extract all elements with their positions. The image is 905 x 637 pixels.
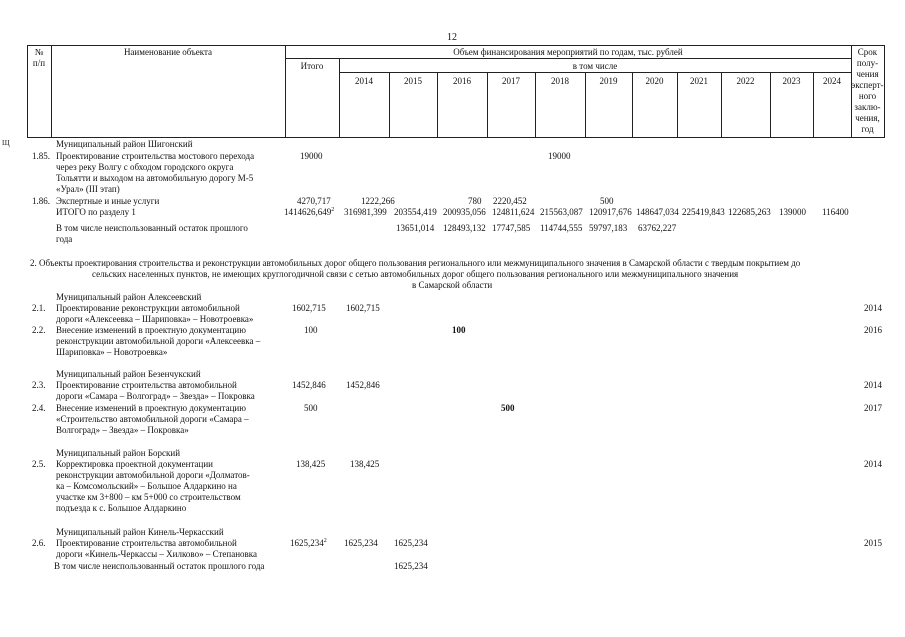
table-cell-text: 2015 [864,538,882,548]
table-cell-text: 500 [600,196,614,206]
table-cell-text: 780 [468,196,482,206]
table-cell-text: 1452,846 [346,380,380,390]
table-cell-text: Шариповка» – Новотроевка» [56,347,168,357]
table-cell-text: сельских населенных пунктов, не имеющих круглогодичной связи с сетью автомобильных дорог общего пользования регионального или межмуниципального значения [92,269,739,279]
table-cell-text: реконструкции автомобильной дороги «Долматов- [56,470,250,480]
table-cell-text: 138,425 [350,459,380,469]
header-term: полу- [856,58,879,68]
header-funding: Объем финансирования мероприятий по годам, тыс. рублей [453,47,683,57]
table-cell-text: Внесение изменений в проектную документацию [56,325,246,335]
table-cell-text: 2014 [864,459,882,469]
table-cell-text: 122685,263 [728,207,771,217]
header-term: ного [858,91,877,101]
table-cell-text: 114744,555 [540,223,583,233]
table-cell-text: 1625,234 [394,538,428,548]
table-cell-text: 2.5. [32,459,46,469]
table-cell-text: реконструкции автомобильной дороги «Алексеевка – [56,336,261,346]
table-cell-text: 1602,715 [292,303,326,313]
header-year: 2019 [599,76,618,86]
table-cell-text: дороги «Алексеевка – Шариповка» – Новотроевка» [56,314,254,324]
table-cell-text: Муниципальный район Борский [56,448,181,458]
table-cell-text: в Самарской области [412,280,493,290]
header-year: 2024 [823,76,841,86]
margin-mark: щ [2,137,10,148]
table-cell-text: 2016 [864,325,882,335]
table-cell-text: «Урал» (III этап) [56,184,120,194]
footnote-mark: 2 [331,207,335,213]
header-term: год [861,124,874,134]
table-cell-text: участке км 3+800 – км 5+000 со строительством [56,492,241,502]
table-cell-text: 1.86. [32,196,50,206]
header-term: эксперт- [851,80,884,90]
table-cell-text: года [56,234,73,244]
header-year: 2018 [551,76,569,86]
table-cell-text: 4270,717 [297,196,331,206]
header-year: 2023 [782,76,801,86]
table-cell-text: 203554,419 [394,207,437,217]
header-term: заклю- [854,102,881,112]
table-cell-text: «Строительство автомобильной дороги «Самара – [56,414,249,424]
table-cell-text: 148647,034 [636,207,679,217]
table-cell-text: Волгоград» – Звезда» – Покровка» [56,425,189,435]
table-cell-text: 2.6. [32,538,46,548]
table-cell-text: дороги «Самара – Волгоград» – Звезда» – Покровка [56,391,255,401]
table-cell-text: 139000 [779,207,806,217]
table-cell-text: 200935,056 [443,207,486,217]
table-cell-text: 2014 [864,303,882,313]
table-cell-text: Проектирование строительства автомобильной [56,380,237,390]
table-cell-text: Проектирование строительства мостового перехода [56,151,255,161]
table-cell-text: 500 [501,403,515,413]
table-cell-text: 13651,014 [396,223,435,233]
table-cell-text: дороги «Кинель-Черкассы – Хилково» – Степановка [56,549,258,559]
header-name: Наименование объекта [123,47,213,57]
header-year: 2020 [645,76,664,86]
header-year: 2017 [502,76,520,86]
table-cell-text: 124811,624 [492,207,535,217]
table-cell-text: Внесение изменений в проектную документацию [56,403,246,413]
table-cell-text: Муниципальный район Кинель-Черкасский [56,527,224,537]
header-year: 2016 [453,76,471,86]
table-cell-text: 19000 [548,151,571,161]
table-cell-text: Муниципальный район Шигонский [56,139,193,149]
table-cell-text: 2. Объекты проектирования строительства и реконструкции автомобильных дорог общего пользования регионального или межмуниципального значения в Самарской области с твердым покрытием до [30,258,801,268]
header-term: чения, [855,113,880,123]
header-year: 2014 [355,76,373,86]
table-cell-text: 120917,676 [589,207,632,217]
table-cell-text: 100 [452,325,466,335]
table-cell-text: Тольятти и выходом на автомобильную дорогу М-5 [56,173,254,183]
header-num-2: п/п [32,58,46,68]
header-term: Срок [857,47,878,57]
table-cell-text: 59797,183 [589,223,628,233]
table-cell-text: 2017 [864,403,882,413]
header-year: 2015 [404,76,422,86]
footnote-mark: 2 [323,538,327,544]
table-cell-text: 215563,087 [540,207,583,217]
table-cell-text: подъезда к с. Большое Алдаркино [56,503,187,513]
table-cell-text: 316981,399 [344,207,387,217]
table-cell-text: 100 [304,325,318,335]
table-cell-text: Экспертные и иные услуги [56,196,160,206]
table-cell-text: Муниципальный район Безенчукский [56,369,201,379]
table-cell-text: 19000 [300,151,323,161]
table-cell-text: 2.4. [32,403,46,413]
table-cell-text: 63762,227 [638,223,677,233]
table-cell-text: 1625,234 [344,538,378,548]
table-cell-text: Проектирование реконструкции автомобильной [56,303,240,313]
table-cell-text: Муниципальный район Алексеевский [56,292,202,302]
table-cell-text: 500 [304,403,318,413]
header-year: 2021 [690,76,708,86]
table-cell-text: Проектирование строительства автомобильной [56,538,237,548]
table-cell-text: 1625,234 [394,561,428,571]
table-cell-text: В том числе неиспользованный остаток прошлого [56,223,248,233]
table-cell-text: 2.3. [32,380,46,390]
table-cell-text: 1625,234$^2$ [290,538,327,548]
table-cell-text: Корректировка проектной документации [56,459,213,469]
table-cell-text: 1602,715 [346,303,380,313]
header-num-1: № [34,47,44,57]
table-cell-text: через реку Волгу с обходом городского округа [56,162,234,172]
table-cell-text: 116400 [822,207,849,217]
table-cell-text: 2.1. [32,303,46,313]
table-cell-text: 2220,452 [493,196,527,206]
page-number: 12 [447,32,457,43]
table-cell-text: 225419,843 [682,207,725,217]
table-cell-text: 1414626,649$^2$ [284,207,335,217]
header-incl: в том числе [572,61,618,71]
table-cell-text: ка – Комсомольский» – Большое Алдаркино на [56,481,237,491]
table-cell-text: 1.85. [32,151,50,161]
table-cell-text: В том числе неиспользованный остаток прошлого года [54,561,265,571]
header-year: 2022 [736,76,755,86]
table-cell-text: 1452,846 [292,380,326,390]
table-cell-text: 128493,132 [443,223,486,233]
table-cell-text: 138,425 [296,459,326,469]
header-term: чения [856,69,879,79]
table-cell-text: 17747,585 [492,223,531,233]
table-cell-text: 2.2. [32,325,46,335]
header-total: Итого [300,61,324,71]
table-cell-text: 2014 [864,380,882,390]
table-cell-text: ИТОГО по разделу 1 [56,207,136,217]
table-cell-text: 1222,266 [361,196,395,206]
